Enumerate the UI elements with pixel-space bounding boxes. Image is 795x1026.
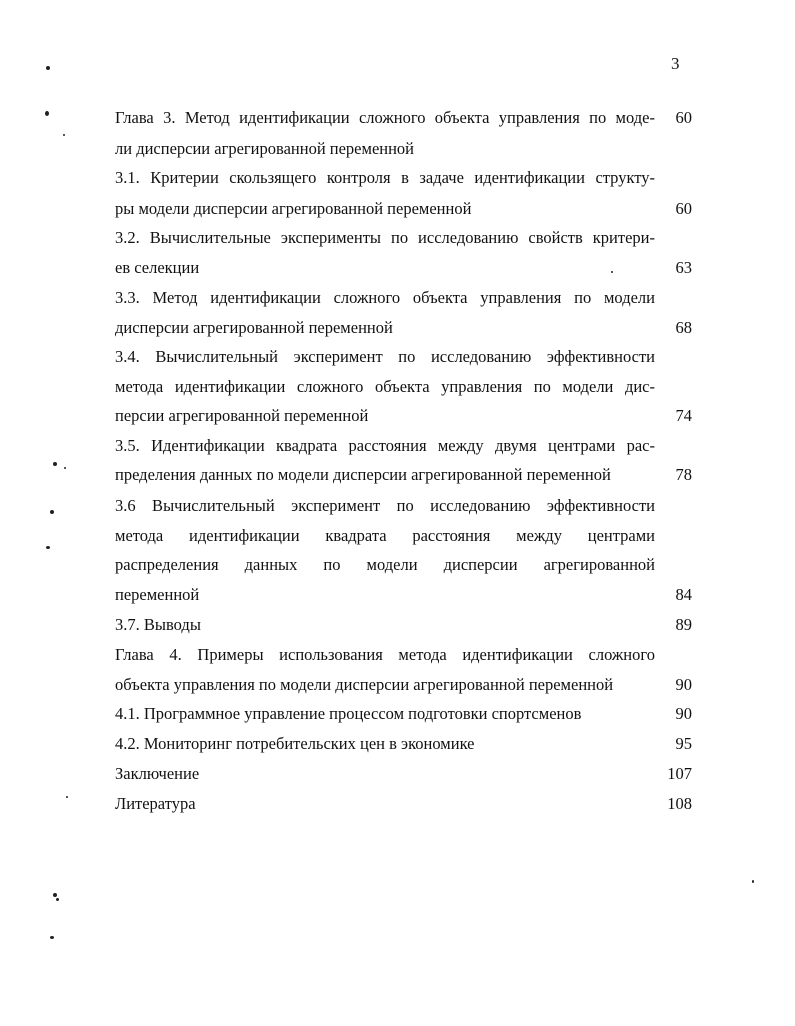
- toc-4-2-page: 95: [675, 734, 692, 753]
- toc-3-4-line-1: 3.4. Вычислительный эксперимент по исследованию эффективности: [115, 347, 655, 366]
- scan-speck: [53, 462, 57, 466]
- toc-4-2: 4.2. Мониторинг потребительских цен в экономике: [115, 734, 475, 753]
- scan-speck: [46, 546, 50, 549]
- scan-speck: [45, 111, 49, 116]
- toc-chapter-4-line-2: объекта управления по модели дисперсии агрегированной переменной: [115, 675, 614, 694]
- toc-3-1-line-2: ры модели дисперсии агрегированной переменной: [115, 199, 472, 218]
- toc-3-1-page: 60: [675, 199, 692, 218]
- toc-conclusion-page: 107: [667, 764, 692, 783]
- toc-3-6-line-3: распределения данных по модели дисперсии агрегированной: [115, 555, 655, 574]
- toc-3-6-page: 84: [675, 585, 692, 604]
- toc-3-1-line-1: 3.1. Критерии скользящего контроля в задаче идентификации структу-: [115, 168, 655, 187]
- scan-speck: [752, 880, 754, 883]
- toc-chapter-4-page: 90: [675, 675, 692, 694]
- toc-chapter-4-line-1: Глава 4. Примеры использования метода идентификации сложного: [115, 645, 655, 664]
- scan-speck: [63, 134, 65, 136]
- toc-chapter-3-page: 60: [675, 108, 692, 127]
- toc-3-4-line-2: метода идентификации сложного объекта управления по модели дис-: [115, 377, 655, 396]
- scan-speck: [53, 893, 57, 897]
- toc-3-6-line-4: переменной: [115, 585, 200, 604]
- toc-4-1: 4.1. Программное управление процессом подготовки спортсменов: [115, 704, 582, 723]
- scan-speck: [46, 66, 50, 70]
- page-number: 3: [671, 54, 680, 73]
- toc-3-5-page: 78: [675, 465, 692, 484]
- toc-3-3-line-1: 3.3. Метод идентификации сложного объекта управления по модели: [115, 288, 655, 307]
- toc-3-7: 3.7. Выводы: [115, 615, 201, 634]
- toc-3-4-page: 74: [675, 406, 692, 425]
- toc-3-5-line-1: 3.5. Идентификации квадрата расстояния между двумя центрами рас-: [115, 436, 655, 455]
- toc-literature-page: 108: [667, 794, 692, 813]
- scan-speck: [66, 796, 68, 798]
- toc-3-2-line-2: ев селекции: [115, 258, 200, 277]
- toc-3-4-line-3: персии агрегированной переменной: [115, 406, 369, 425]
- toc-3-2-page: 63: [675, 258, 692, 277]
- toc-chapter-3-line-2: ли дисперсии агрегированной переменной: [115, 139, 415, 158]
- scan-speck: [611, 271, 613, 273]
- toc-3-2-line-1: 3.2. Вычислительные эксперименты по исследованию свойств критери-: [115, 228, 655, 247]
- scan-speck: [50, 936, 54, 939]
- toc-4-1-page: 90: [675, 704, 692, 723]
- toc-3-6-line-2: метода идентификации квадрата расстояния между центрами: [115, 526, 655, 545]
- toc-literature: Литература: [115, 794, 196, 813]
- toc-conclusion: Заключение: [115, 764, 200, 783]
- toc-3-6-line-1: 3.6 Вычислительный эксперимент по исследованию эффективности: [115, 496, 655, 515]
- toc-3-3-line-2: дисперсии агрегированной переменной: [115, 318, 393, 337]
- toc-3-7-page: 89: [675, 615, 692, 634]
- scan-speck: [56, 898, 59, 901]
- scan-speck: [64, 467, 66, 469]
- toc-3-5-line-2: пределения данных по модели дисперсии агрегированной переменной: [115, 465, 611, 484]
- scan-speck: [50, 510, 54, 514]
- toc-chapter-3-line-1: Глава 3. Метод идентификации сложного объекта управления по моде-: [115, 108, 655, 127]
- toc-3-3-page: 68: [675, 318, 692, 337]
